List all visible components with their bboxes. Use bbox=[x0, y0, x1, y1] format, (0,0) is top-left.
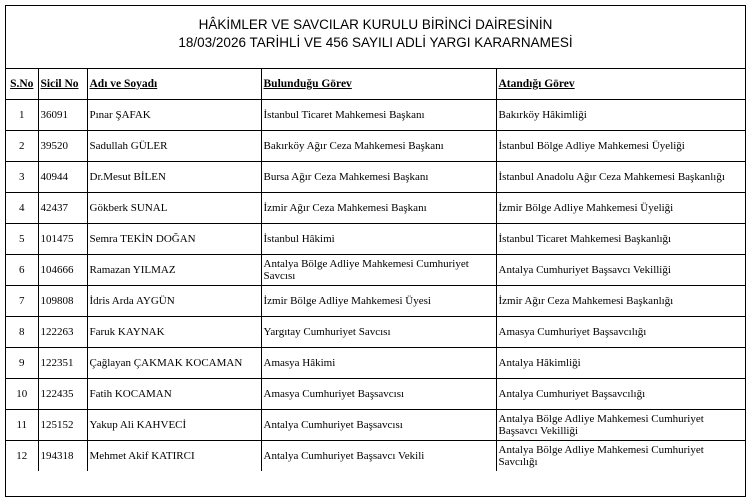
cell-assigned-position: İstanbul Bölge Adliye Mahkemesi Üyeliği bbox=[496, 131, 746, 162]
cell-assigned-position: İstanbul Ticaret Mahkemesi Başkanlığı bbox=[496, 224, 746, 255]
cell-current-position: Antalya Bölge Adliye Mahkemesi Cumhuriyet Savcısı bbox=[261, 255, 496, 286]
cell-assigned-position: İstanbul Anadolu Ağır Ceza Mahkemesi Başkanlığı bbox=[496, 162, 746, 193]
cell-sicil-no: 42437 bbox=[38, 193, 87, 224]
cell-sicil-no: 104666 bbox=[38, 255, 87, 286]
table-body bbox=[6, 100, 746, 472]
appointments-table bbox=[6, 69, 746, 471]
cell-sno: 9 bbox=[6, 348, 38, 379]
cell-current-position: Amasya Hâkimi bbox=[261, 348, 496, 379]
column-header-current-position: Bulunduğu Görev bbox=[261, 69, 496, 100]
cell-assigned-position: İzmir Bölge Adliye Mahkemesi Üyeliği bbox=[496, 193, 746, 224]
cell-sicil-no: 109808 bbox=[38, 286, 87, 317]
cell-sicil-no: 122263 bbox=[38, 317, 87, 348]
cell-assigned-position: Amasya Cumhuriyet Başsavcılığı bbox=[496, 317, 746, 348]
cell-name: Gökberk SUNAL bbox=[87, 193, 261, 224]
table-row bbox=[6, 224, 746, 255]
column-header-sicil-no: Sicil No bbox=[38, 69, 87, 100]
cell-sno: 4 bbox=[6, 193, 38, 224]
cell-name: Pınar ŞAFAK bbox=[87, 100, 261, 131]
cell-sno: 3 bbox=[6, 162, 38, 193]
cell-sicil-no: 125152 bbox=[38, 410, 87, 441]
cell-sno: 8 bbox=[6, 317, 38, 348]
column-header-sno: S.No bbox=[6, 69, 38, 100]
cell-sicil-no: 40944 bbox=[38, 162, 87, 193]
decree-document bbox=[5, 5, 746, 497]
cell-current-position: İstanbul Ticaret Mahkemesi Başkanı bbox=[261, 100, 496, 131]
cell-sno: 5 bbox=[6, 224, 38, 255]
cell-current-position: Yargıtay Cumhuriyet Savcısı bbox=[261, 317, 496, 348]
cell-assigned-position: İzmir Ağır Ceza Mahkemesi Başkanlığı bbox=[496, 286, 746, 317]
cell-current-position: Bakırköy Ağır Ceza Mahkemesi Başkanı bbox=[261, 131, 496, 162]
cell-sno: 10 bbox=[6, 379, 38, 410]
table-row bbox=[6, 379, 746, 410]
cell-name: Çağlayan ÇAKMAK KOCAMAN bbox=[87, 348, 261, 379]
cell-assigned-position: Antalya Bölge Adliye Mahkemesi Cumhuriyet Başsavcı Vekilliği bbox=[496, 410, 746, 441]
cell-sicil-no: 194318 bbox=[38, 441, 87, 472]
cell-current-position: Bursa Ağır Ceza Mahkemesi Başkanı bbox=[261, 162, 496, 193]
cell-sicil-no: 101475 bbox=[38, 224, 87, 255]
cell-name: Yakup Ali KAHVECİ bbox=[87, 410, 261, 441]
cell-name: Semra TEKİN DOĞAN bbox=[87, 224, 261, 255]
cell-sno: 6 bbox=[6, 255, 38, 286]
cell-name: Faruk KAYNAK bbox=[87, 317, 261, 348]
table-row bbox=[6, 348, 746, 379]
table-header-row bbox=[6, 69, 746, 100]
cell-assigned-position: Antalya Cumhuriyet Başsavcılığı bbox=[496, 379, 746, 410]
cell-name: İdris Arda AYGÜN bbox=[87, 286, 261, 317]
table-row bbox=[6, 410, 746, 441]
cell-current-position: Antalya Cumhuriyet Başsavcısı bbox=[261, 410, 496, 441]
table-row bbox=[6, 131, 746, 162]
table-row bbox=[6, 441, 746, 472]
cell-name: Ramazan YILMAZ bbox=[87, 255, 261, 286]
cell-name: Sadullah GÜLER bbox=[87, 131, 261, 162]
cell-sicil-no: 122351 bbox=[38, 348, 87, 379]
cell-current-position: Antalya Cumhuriyet Başsavcı Vekili bbox=[261, 441, 496, 472]
cell-current-position: İstanbul Hâkimi bbox=[261, 224, 496, 255]
header-title-line1: HÂKİMLER VE SAVCILAR KURULU BİRİNCİ DAİRESİNİN bbox=[198, 17, 553, 32]
cell-current-position: İzmir Bölge Adliye Mahkemesi Üyesi bbox=[261, 286, 496, 317]
column-header-name: Adı ve Soyadı bbox=[87, 69, 261, 100]
cell-name: Mehmet Akif KATIRCI bbox=[87, 441, 261, 472]
cell-sno: 7 bbox=[6, 286, 38, 317]
table-row bbox=[6, 100, 746, 131]
table-row bbox=[6, 193, 746, 224]
cell-sno: 1 bbox=[6, 100, 38, 131]
cell-sno: 2 bbox=[6, 131, 38, 162]
column-header-assigned-position: Atandığı Görev bbox=[496, 69, 746, 100]
cell-assigned-position: Antalya Cumhuriyet Başsavcı Vekilliği bbox=[496, 255, 746, 286]
cell-sno: 11 bbox=[6, 410, 38, 441]
table-row bbox=[6, 286, 746, 317]
table-row bbox=[6, 255, 746, 286]
cell-name: Dr.Mesut BİLEN bbox=[87, 162, 261, 193]
cell-sno: 12 bbox=[6, 441, 38, 472]
cell-current-position: Amasya Cumhuriyet Başsavcısı bbox=[261, 379, 496, 410]
cell-sicil-no: 36091 bbox=[38, 100, 87, 131]
cell-sicil-no: 122435 bbox=[38, 379, 87, 410]
cell-name: Fatih KOCAMAN bbox=[87, 379, 261, 410]
cell-assigned-position: Antalya Hâkimliği bbox=[496, 348, 746, 379]
cell-assigned-position: Bakırköy Hâkimliği bbox=[496, 100, 746, 131]
cell-sicil-no: 39520 bbox=[38, 131, 87, 162]
cell-current-position: İzmir Ağır Ceza Mahkemesi Başkanı bbox=[261, 193, 496, 224]
cell-assigned-position: Antalya Bölge Adliye Mahkemesi Cumhuriyet Savcılığı bbox=[496, 441, 746, 472]
table-row bbox=[6, 317, 746, 348]
table-row bbox=[6, 162, 746, 193]
header-title-line2: 18/03/2026 TARİHLİ VE 456 SAYILI ADLİ YARGI KARARNAMESİ bbox=[178, 35, 573, 50]
document-header bbox=[6, 6, 745, 69]
